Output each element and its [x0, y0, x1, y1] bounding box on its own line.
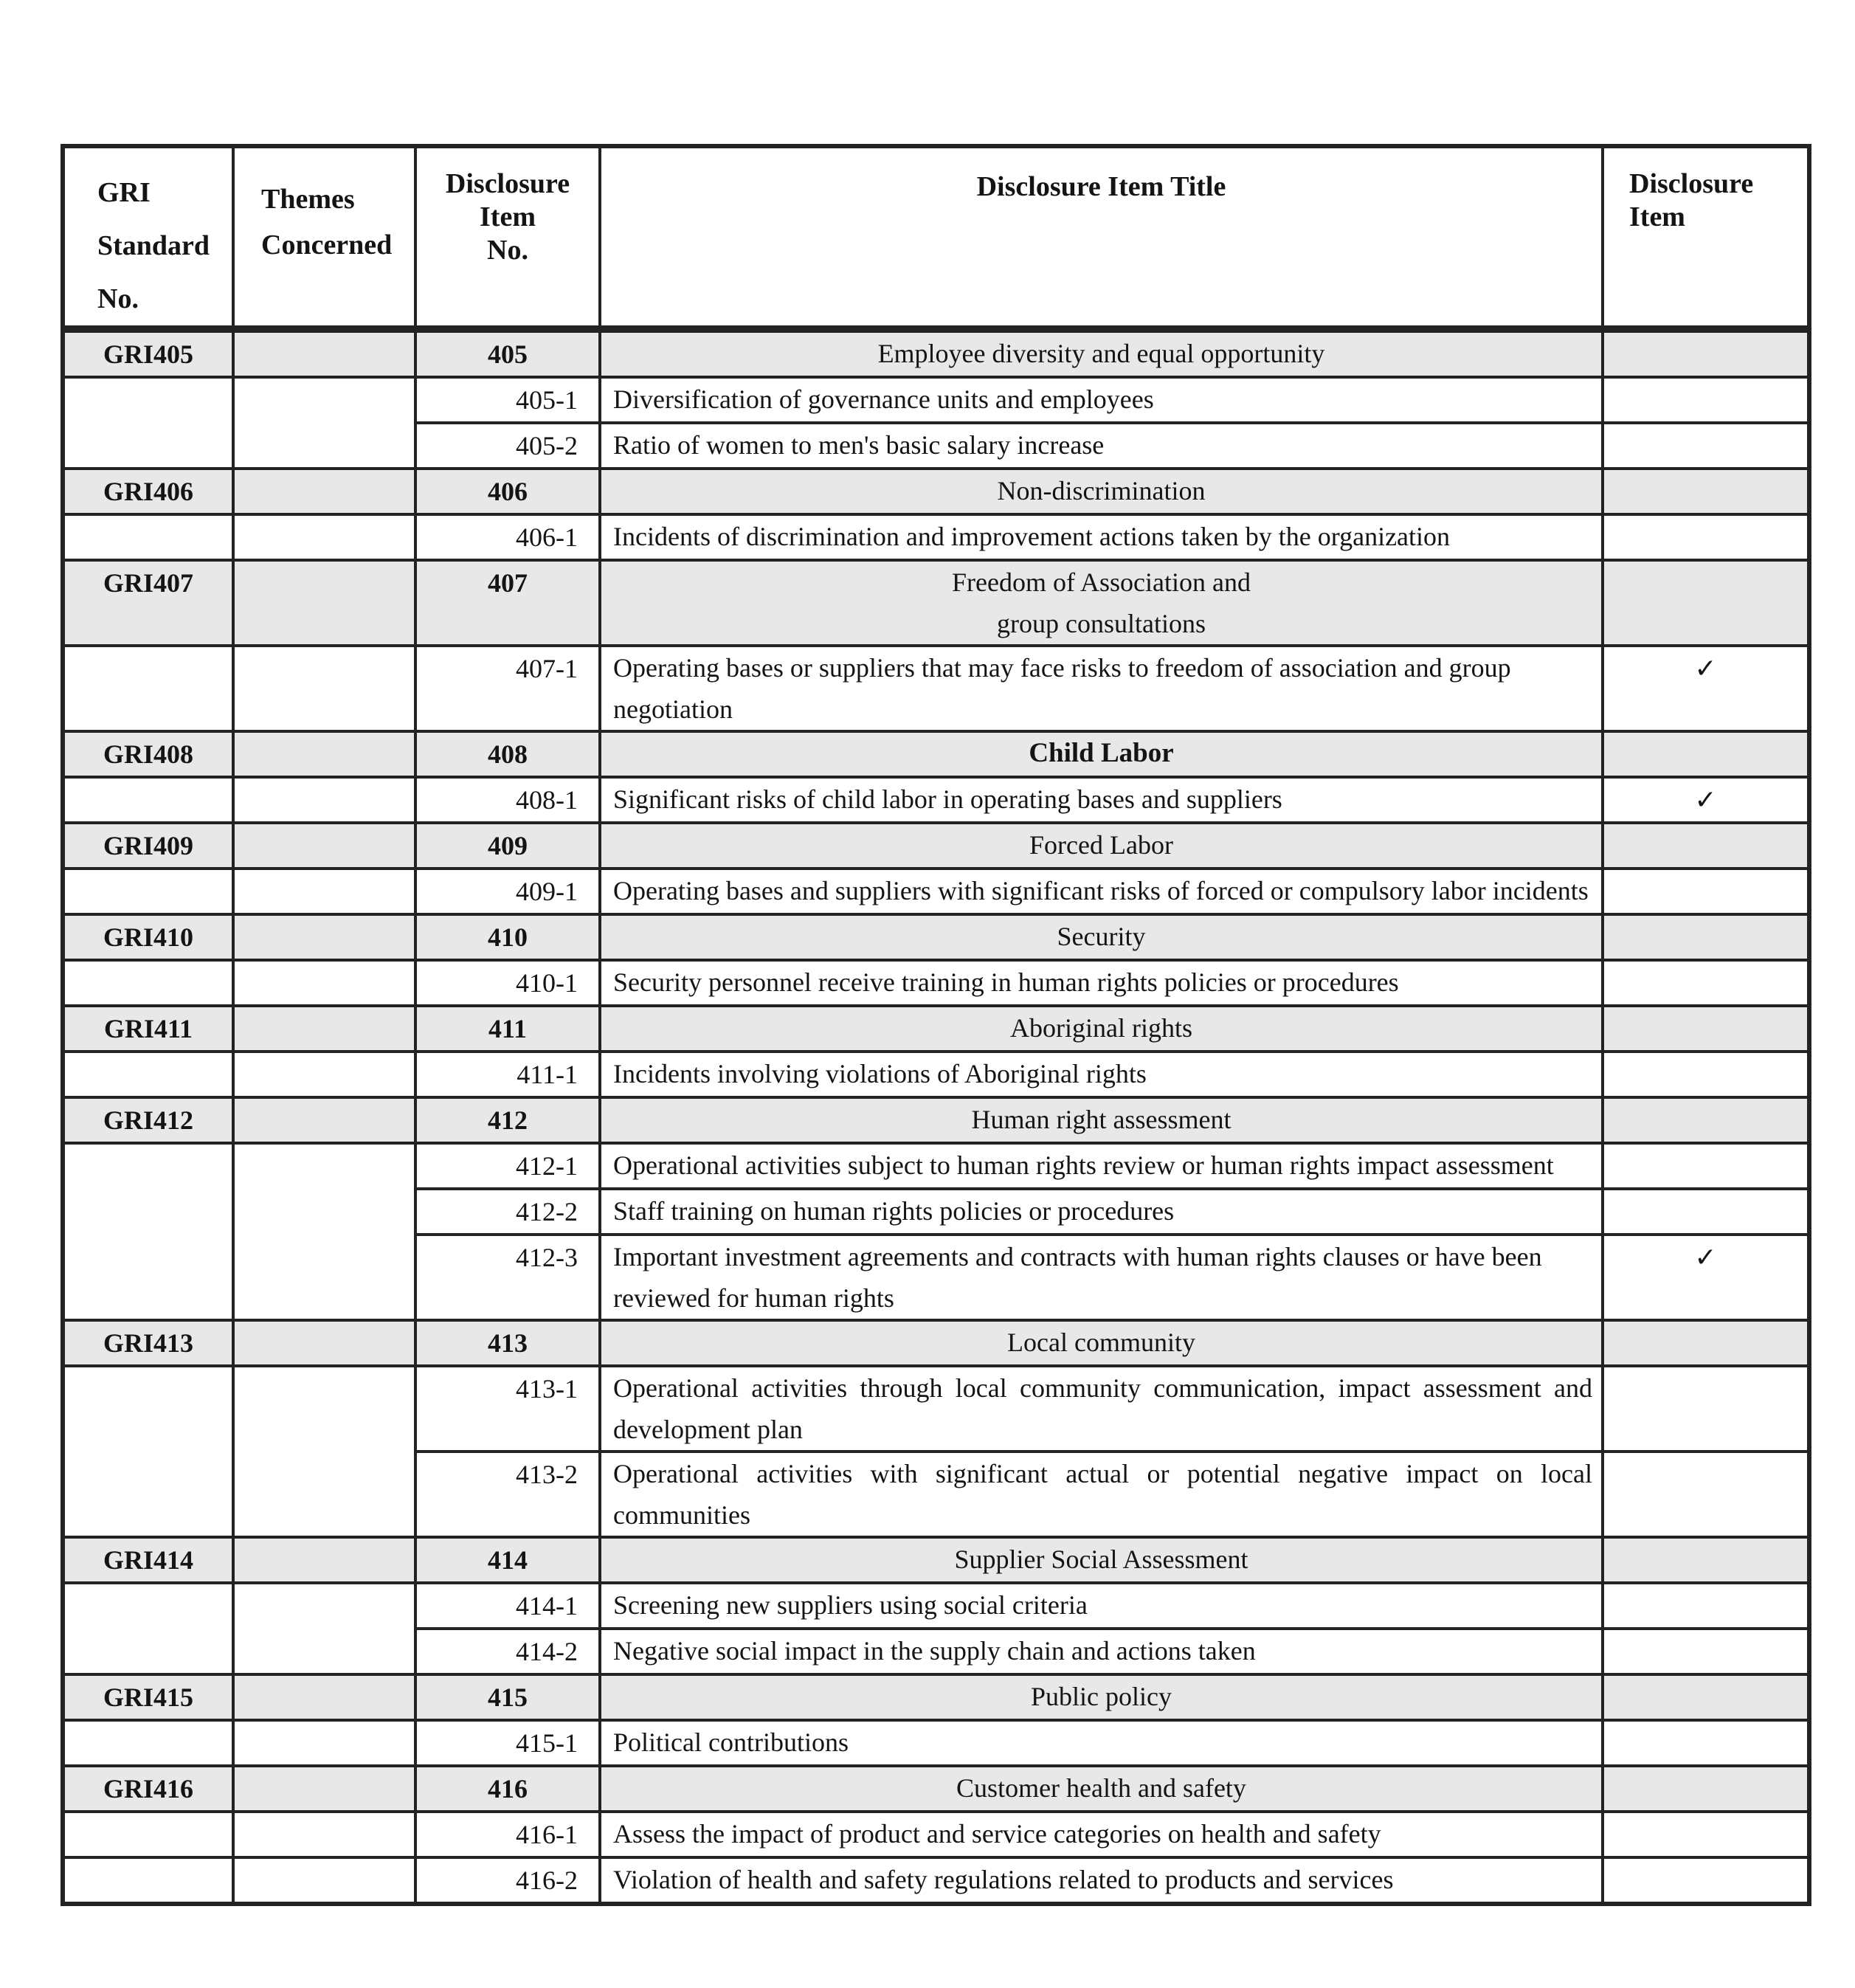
item-disclosure-check-cell — [1603, 377, 1809, 423]
item-disclosure-check-cell — [1603, 1583, 1809, 1629]
section-title-line: Customer health and safety — [956, 1773, 1246, 1803]
section-disclosure-item-cell — [1603, 560, 1809, 646]
items-gri-standard-no-cell — [63, 514, 233, 560]
section-title-line: Forced Labor — [1029, 830, 1173, 860]
section-disclosure-item-cell — [1603, 1097, 1809, 1143]
item-disclosure-check-cell — [1603, 423, 1809, 469]
section-themes-concerned — [233, 1320, 415, 1366]
gri-disclosure-table — [61, 144, 1811, 1906]
section-title — [600, 823, 1603, 869]
items-themes-concerned-cell — [233, 1366, 415, 1537]
section-title-line: group consultations — [997, 609, 1206, 638]
items-themes-concerned-cell — [233, 960, 415, 1006]
item-row-405-1 — [63, 377, 1809, 423]
item-disclosure-title: Incidents of discrimination and improvement actions taken by the organization — [600, 514, 1603, 560]
section-disclosure-item-cell — [1603, 914, 1809, 960]
section-title — [600, 560, 1603, 646]
section-gri-standard-no: GRI406 — [63, 469, 233, 514]
section-row-GRI407 — [63, 560, 1809, 646]
item-disclosure-check-cell — [1603, 869, 1809, 914]
item-disclosure-no: 411-1 — [415, 1052, 600, 1097]
items-gri-standard-no-cell — [63, 1052, 233, 1097]
item-disclosure-check-cell — [1603, 960, 1809, 1006]
header-label-line: Themes — [261, 184, 355, 215]
section-row-GRI409 — [63, 823, 1809, 869]
section-gri-standard-no: GRI411 — [63, 1006, 233, 1052]
section-gri-standard-no: GRI414 — [63, 1537, 233, 1583]
item-disclosure-title: Screening new suppliers using social criteria — [600, 1583, 1603, 1629]
items-themes-concerned-cell — [233, 377, 415, 469]
header-label-line: Disclosure — [1629, 168, 1754, 199]
items-gri-standard-no-cell — [63, 960, 233, 1006]
section-disclosure-item-cell — [1603, 1320, 1809, 1366]
section-disclosure-item-no: 405 — [415, 329, 600, 377]
item-row-407-1 — [63, 646, 1809, 731]
item-disclosure-title: Negative social impact in the supply chain and actions taken — [600, 1629, 1603, 1674]
section-title — [600, 1097, 1603, 1143]
section-title — [600, 1674, 1603, 1720]
items-themes-concerned-cell — [233, 1052, 415, 1097]
item-disclosure-title: Operating bases or suppliers that may face risks to freedom of association and group negotiation — [600, 646, 1603, 731]
item-disclosure-no: 406-1 — [415, 514, 600, 560]
section-row-GRI411 — [63, 1006, 1809, 1052]
section-themes-concerned — [233, 1006, 415, 1052]
item-gri-standard-no-cell — [63, 1857, 233, 1904]
item-disclosure-check-cell — [1603, 1235, 1809, 1320]
items-themes-concerned-cell — [233, 1143, 415, 1320]
section-title — [600, 914, 1603, 960]
section-title-line: Child Labor — [1029, 738, 1174, 768]
section-disclosure-item-cell — [1603, 329, 1809, 377]
items-themes-concerned-cell — [233, 514, 415, 560]
item-disclosure-title: Operational activities through local community communication, impact assessment and development plan — [600, 1366, 1603, 1452]
section-disclosure-item-cell — [1603, 731, 1809, 777]
table-header-row — [63, 146, 1809, 329]
section-title-line: Employee diversity and equal opportunity — [877, 339, 1325, 368]
header-label-line: Item — [1629, 201, 1685, 232]
section-disclosure-item-cell — [1603, 1674, 1809, 1720]
section-disclosure-item-no: 409 — [415, 823, 600, 869]
item-disclosure-check-cell — [1603, 1366, 1809, 1452]
item-disclosure-no: 413-2 — [415, 1452, 600, 1537]
section-disclosure-item-cell — [1603, 469, 1809, 514]
item-disclosure-title: Diversification of governance units and employees — [600, 377, 1603, 423]
items-gri-standard-no-cell — [63, 1720, 233, 1766]
items-gri-standard-no-cell — [63, 1143, 233, 1320]
section-disclosure-item-no: 408 — [415, 731, 600, 777]
section-disclosure-item-no: 416 — [415, 1766, 600, 1812]
section-title-line: Local community — [1007, 1328, 1195, 1357]
section-themes-concerned — [233, 1766, 415, 1812]
items-gri-standard-no-cell — [63, 377, 233, 469]
section-row-GRI406 — [63, 469, 1809, 514]
section-row-GRI405 — [63, 329, 1809, 377]
header-label-line: No. — [97, 283, 139, 314]
item-row-416-2 — [63, 1857, 1809, 1904]
section-disclosure-item-cell — [1603, 1766, 1809, 1812]
section-row-GRI415 — [63, 1674, 1809, 1720]
section-gri-standard-no: GRI416 — [63, 1766, 233, 1812]
section-themes-concerned — [233, 914, 415, 960]
section-disclosure-item-no: 414 — [415, 1537, 600, 1583]
item-row-409-1 — [63, 869, 1809, 914]
section-disclosure-item-no: 412 — [415, 1097, 600, 1143]
header-label-line: Item — [480, 201, 536, 232]
item-row-406-1 — [63, 514, 1809, 560]
section-title — [600, 329, 1603, 377]
section-title — [600, 1006, 1603, 1052]
item-row-414-1 — [63, 1583, 1809, 1629]
section-disclosure-item-cell — [1603, 1537, 1809, 1583]
item-disclosure-no: 414-2 — [415, 1629, 600, 1674]
header-cell-gri-standard-no — [63, 146, 233, 329]
section-title-line: Non-discrimination — [997, 476, 1206, 505]
header-label-line: Disclosure — [445, 168, 570, 199]
item-disclosure-title: Staff training on human rights policies or procedures — [600, 1189, 1603, 1235]
item-disclosure-check-cell — [1603, 1857, 1809, 1904]
item-disclosure-check-cell — [1603, 1629, 1809, 1674]
item-row-411-1 — [63, 1052, 1809, 1097]
item-themes-concerned-cell — [233, 1812, 415, 1857]
section-row-GRI412 — [63, 1097, 1809, 1143]
section-title-line: Human right assessment — [971, 1105, 1232, 1134]
item-disclosure-title: Operating bases and suppliers with significant risks of forced or compulsory labor incidents — [600, 869, 1603, 914]
section-themes-concerned — [233, 329, 415, 377]
items-gri-standard-no-cell — [63, 1583, 233, 1674]
header-label-line: Standard — [97, 230, 210, 261]
item-disclosure-check-cell — [1603, 1452, 1809, 1537]
section-title — [600, 469, 1603, 514]
section-disclosure-item-cell — [1603, 823, 1809, 869]
section-title — [600, 1766, 1603, 1812]
item-disclosure-title: Political contributions — [600, 1720, 1603, 1766]
items-gri-standard-no-cell — [63, 869, 233, 914]
item-disclosure-no: 415-1 — [415, 1720, 600, 1766]
item-disclosure-no: 409-1 — [415, 869, 600, 914]
section-gri-standard-no: GRI415 — [63, 1674, 233, 1720]
items-gri-standard-no-cell — [63, 1366, 233, 1537]
checkmark-icon: ✓ — [1694, 1243, 1717, 1272]
header-cell-disclosure-item-title — [600, 146, 1603, 329]
item-row-416-1 — [63, 1812, 1809, 1857]
header-label-line: Disclosure Item Title — [976, 171, 1226, 202]
item-disclosure-no: 416-1 — [415, 1812, 600, 1857]
item-disclosure-title: Incidents involving violations of Aboriginal rights — [600, 1052, 1603, 1097]
item-disclosure-no: 408-1 — [415, 777, 600, 823]
item-disclosure-no: 410-1 — [415, 960, 600, 1006]
section-gri-standard-no: GRI408 — [63, 731, 233, 777]
item-disclosure-check-cell — [1603, 1143, 1809, 1189]
item-themes-concerned-cell — [233, 1857, 415, 1904]
item-disclosure-title: Important investment agreements and contracts with human rights clauses or have been reviewed for human rights — [600, 1235, 1603, 1320]
items-themes-concerned-cell — [233, 777, 415, 823]
items-themes-concerned-cell — [233, 869, 415, 914]
header-cell-themes-concerned — [233, 146, 415, 329]
section-disclosure-item-no: 411 — [415, 1006, 600, 1052]
section-title-line: Security — [1057, 922, 1146, 951]
item-disclosure-no: 413-1 — [415, 1366, 600, 1452]
section-gri-standard-no: GRI412 — [63, 1097, 233, 1143]
item-disclosure-title: Security personnel receive training in human rights policies or procedures — [600, 960, 1603, 1006]
header-label-line: GRI — [97, 177, 151, 208]
item-disclosure-check-cell — [1603, 1189, 1809, 1235]
section-themes-concerned — [233, 1674, 415, 1720]
section-disclosure-item-no: 415 — [415, 1674, 600, 1720]
table-header — [63, 146, 1809, 329]
item-gri-standard-no-cell — [63, 1812, 233, 1857]
section-disclosure-item-cell — [1603, 1006, 1809, 1052]
section-disclosure-item-no: 406 — [415, 469, 600, 514]
item-disclosure-no: 412-3 — [415, 1235, 600, 1320]
item-disclosure-no: 416-2 — [415, 1857, 600, 1904]
section-gri-standard-no: GRI410 — [63, 914, 233, 960]
item-disclosure-no: 414-1 — [415, 1583, 600, 1629]
checkmark-icon: ✓ — [1694, 654, 1717, 683]
section-disclosure-item-no: 410 — [415, 914, 600, 960]
section-title-line: Supplier Social Assessment — [954, 1545, 1248, 1574]
item-disclosure-title: Assess the impact of product and service categories on health and safety — [600, 1812, 1603, 1857]
item-row-412-1 — [63, 1143, 1809, 1189]
item-disclosure-no: 407-1 — [415, 646, 600, 731]
item-disclosure-check-cell — [1603, 1812, 1809, 1857]
section-gri-standard-no: GRI405 — [63, 329, 233, 377]
section-gri-standard-no: GRI409 — [63, 823, 233, 869]
items-gri-standard-no-cell — [63, 646, 233, 731]
item-disclosure-title: Significant risks of child labor in operating bases and suppliers — [600, 777, 1603, 823]
section-row-GRI408 — [63, 731, 1809, 777]
section-disclosure-item-no: 413 — [415, 1320, 600, 1366]
item-disclosure-title: Ratio of women to men's basic salary increase — [600, 423, 1603, 469]
header-cell-disclosure-item-no — [415, 146, 600, 329]
checkmark-icon: ✓ — [1694, 785, 1717, 815]
item-row-415-1 — [63, 1720, 1809, 1766]
section-row-GRI414 — [63, 1537, 1809, 1583]
item-disclosure-title: Violation of health and safety regulations related to products and services — [600, 1857, 1603, 1904]
items-themes-concerned-cell — [233, 646, 415, 731]
item-disclosure-no: 412-2 — [415, 1189, 600, 1235]
items-gri-standard-no-cell — [63, 777, 233, 823]
section-themes-concerned — [233, 469, 415, 514]
header-label-line: Concerned — [261, 229, 393, 260]
section-title-line: Aboriginal rights — [1010, 1013, 1192, 1043]
item-disclosure-check-cell — [1603, 1052, 1809, 1097]
item-row-413-1 — [63, 1366, 1809, 1452]
section-themes-concerned — [233, 731, 415, 777]
item-disclosure-check-cell — [1603, 646, 1809, 731]
section-title — [600, 1537, 1603, 1583]
header-cell-disclosure-item — [1603, 146, 1809, 329]
section-gri-standard-no: GRI413 — [63, 1320, 233, 1366]
gri-disclosure-table-container — [61, 144, 1811, 1906]
section-title — [600, 731, 1603, 777]
item-disclosure-no: 405-1 — [415, 377, 600, 423]
item-disclosure-check-cell — [1603, 514, 1809, 560]
items-themes-concerned-cell — [233, 1583, 415, 1674]
section-disclosure-item-no: 407 — [415, 560, 600, 646]
item-disclosure-check-cell — [1603, 777, 1809, 823]
items-themes-concerned-cell — [233, 1720, 415, 1766]
table-body — [63, 329, 1809, 1904]
section-title-line: Freedom of Association and — [952, 567, 1251, 597]
header-label-line: No. — [487, 235, 528, 266]
section-row-GRI410 — [63, 914, 1809, 960]
section-title — [600, 1320, 1603, 1366]
section-gri-standard-no: GRI407 — [63, 560, 233, 646]
section-row-GRI413 — [63, 1320, 1809, 1366]
section-themes-concerned — [233, 560, 415, 646]
section-row-GRI416 — [63, 1766, 1809, 1812]
section-themes-concerned — [233, 823, 415, 869]
item-disclosure-no: 412-1 — [415, 1143, 600, 1189]
section-themes-concerned — [233, 1537, 415, 1583]
item-disclosure-title: Operational activities with significant actual or potential negative impact on local communities — [600, 1452, 1603, 1537]
item-disclosure-check-cell — [1603, 1720, 1809, 1766]
section-themes-concerned — [233, 1097, 415, 1143]
item-row-408-1 — [63, 777, 1809, 823]
item-disclosure-title: Operational activities subject to human rights review or human rights impact assessment — [600, 1143, 1603, 1189]
item-row-410-1 — [63, 960, 1809, 1006]
item-disclosure-no: 405-2 — [415, 423, 600, 469]
section-title-line: Public policy — [1031, 1682, 1172, 1711]
